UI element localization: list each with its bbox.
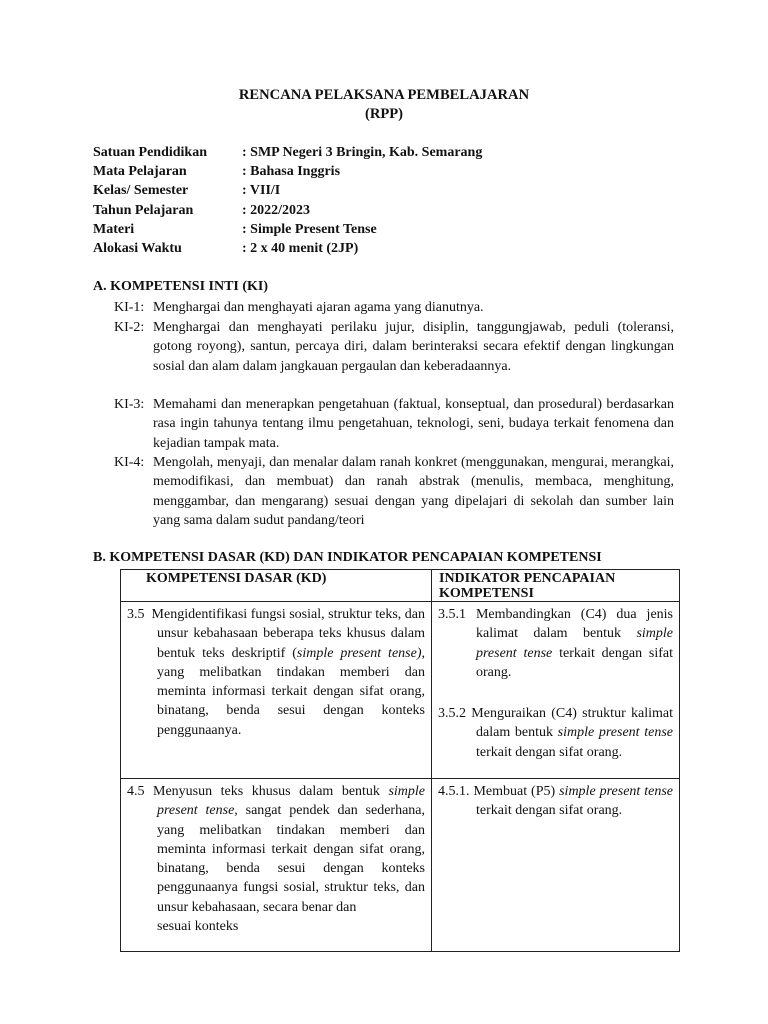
kd-table bbox=[120, 569, 680, 952]
kd-text-part: sesuai konteks bbox=[157, 919, 239, 935]
info-value: : SMP Negeri 3 Bringin, Kab. Semarang bbox=[242, 145, 483, 160]
info-value: : Bahasa Inggris bbox=[242, 164, 341, 179]
indicator-number: 4.5.1. bbox=[438, 784, 470, 799]
indicator-3-5-2 bbox=[432, 686, 679, 766]
ki-text: Menghargai dan menghayati perilaku jujur, disiplin, tanggungjawab, peduli (toleransi, gotong royong), santun, percaya diri, dalam berinteraksi secara efektif dengan lingkungan sosial dan alam dalam jangkauan pergaulan dan keberadaannya. bbox=[153, 320, 674, 374]
info-value: : Simple Present Tense bbox=[242, 222, 377, 237]
kd-text-part: Menyusun teks khusus dalam bentuk bbox=[153, 784, 389, 799]
indicator-cell bbox=[432, 602, 680, 779]
ki-label: KI-2: bbox=[114, 320, 145, 335]
table-header-indicator bbox=[432, 570, 680, 602]
indicator-text-part: Membuat (P5) bbox=[473, 784, 560, 799]
info-label: Satuan Pendidikan bbox=[93, 145, 207, 160]
ki-item bbox=[114, 298, 674, 317]
indicator-text-part: Menguraikan (C4) struktur kalimat dalam bentuk bbox=[471, 706, 674, 741]
ki-item bbox=[114, 453, 674, 530]
indicator-text-italic: simple present tense bbox=[476, 626, 673, 661]
indicator-text-part: Membandingkan (C4) dua jenis kalimat dalam bentuk bbox=[475, 607, 673, 642]
ki-label: KI-1: bbox=[114, 300, 145, 315]
section-a-heading: A. KOMPETENSI INTI (KI) bbox=[93, 279, 269, 294]
kd-header-label: KOMPETENSI DASAR (KD) bbox=[146, 571, 327, 586]
info-value: : VII/I bbox=[242, 183, 281, 198]
table-header-kd bbox=[121, 570, 432, 602]
info-value: : 2022/2023 bbox=[242, 203, 311, 218]
ki-text: Mengolah, menyaji, dan menalar dalam ranah konkret (menggunakan, mengurai, merangkai, memodifikasi, dan membuat) dan ranah abstrak (menulis, membaca, menghitung, menggambar, dan mengarang) sesuai dengan yang dipelajari di sekolah dan sumber lain yang sama dalam sudut pandang/teori bbox=[153, 455, 674, 528]
info-label: Tahun Pelajaran bbox=[93, 203, 194, 218]
kd-text-italic: simple present tense bbox=[157, 784, 425, 819]
ki-item bbox=[114, 318, 674, 376]
kd-text-part: Mengidentifikasi fungsi sosial, struktur teks, dan unsur kebahasaan beberapa teks khusus dalam bentuk teks deskriptif ( bbox=[151, 607, 426, 661]
indicator-text-italic: simple present tense bbox=[559, 784, 674, 799]
indicator-number: 3.5.1 bbox=[438, 607, 466, 622]
info-value: : 2 x 40 menit (2JP) bbox=[242, 241, 359, 256]
indicator-text-italic: simple present tense bbox=[557, 725, 674, 741]
table-row bbox=[121, 779, 680, 952]
kd-number: 3.5 bbox=[127, 607, 145, 622]
indicator-4-5-1 bbox=[432, 779, 679, 825]
kd-text-part: , yang melibatkan tindakan memberi dan meminta informasi terkait dengan sifat orang, binatang, benda sesui dengan konteks penggunaanya. bbox=[157, 645, 425, 738]
ki-text: Menghargai dan menghayati ajaran agama yang dianutnya. bbox=[153, 300, 484, 315]
indicator-header-label: INDIKATOR PENCAPAIAN KOMPETENSI bbox=[439, 571, 616, 601]
kd-3-5 bbox=[121, 602, 431, 744]
indicator-cell bbox=[432, 779, 680, 952]
info-label: Kelas/ Semester bbox=[93, 183, 189, 198]
indicator-text-part: terkait dengan sifat orang. bbox=[476, 645, 673, 680]
ki-text: Memahami dan menerapkan pengetahuan (faktual, konseptual, dan prosedural) berdasarkan rasa ingin tahunya tentang ilmu pengetahuan, teknologi, seni, budaya terkait fenomena dan kejadian tampak mata. bbox=[153, 397, 674, 451]
ki-item bbox=[114, 395, 674, 453]
table-header-row bbox=[121, 570, 680, 602]
ki-label: KI-3: bbox=[114, 397, 145, 412]
doc-title: RENCANA PELAKSANA PEMBELAJARAN bbox=[238, 87, 530, 103]
kd-text-italic: simple present tense) bbox=[296, 645, 422, 661]
doc-subtitle: (RPP) bbox=[364, 106, 404, 122]
kd-cell bbox=[121, 779, 432, 952]
ki-label: KI-4: bbox=[114, 455, 145, 470]
indicator-text-part: terkait dengan sifat orang. bbox=[476, 744, 623, 760]
indicator-number: 3.5.2 bbox=[438, 706, 466, 722]
info-label: Mata Pelajaran bbox=[93, 164, 187, 179]
kd-4-5 bbox=[121, 779, 431, 940]
section-b-heading: B. KOMPETENSI DASAR (KD) DAN INDIKATOR PENCAPAIAN KOMPETENSI bbox=[93, 550, 602, 565]
kd-text-part: , sangat pendek dan sederhana, yang melibatkan tindakan memberi dan meminta informasi terkait dengan sifat orang, binatang, benda sesui dengan konteks penggunaanya fungsi sosial, struktur teks, dan unsur kebahasaan, secara benar dan bbox=[157, 803, 425, 915]
kd-number: 4.5 bbox=[127, 784, 145, 799]
info-label: Alokasi Waktu bbox=[93, 241, 182, 256]
info-label: Materi bbox=[93, 222, 135, 237]
table-row bbox=[121, 602, 680, 779]
kd-cell bbox=[121, 602, 432, 779]
indicator-3-5-1 bbox=[432, 602, 679, 686]
indicator-text-part: terkait dengan sifat orang. bbox=[476, 803, 623, 819]
